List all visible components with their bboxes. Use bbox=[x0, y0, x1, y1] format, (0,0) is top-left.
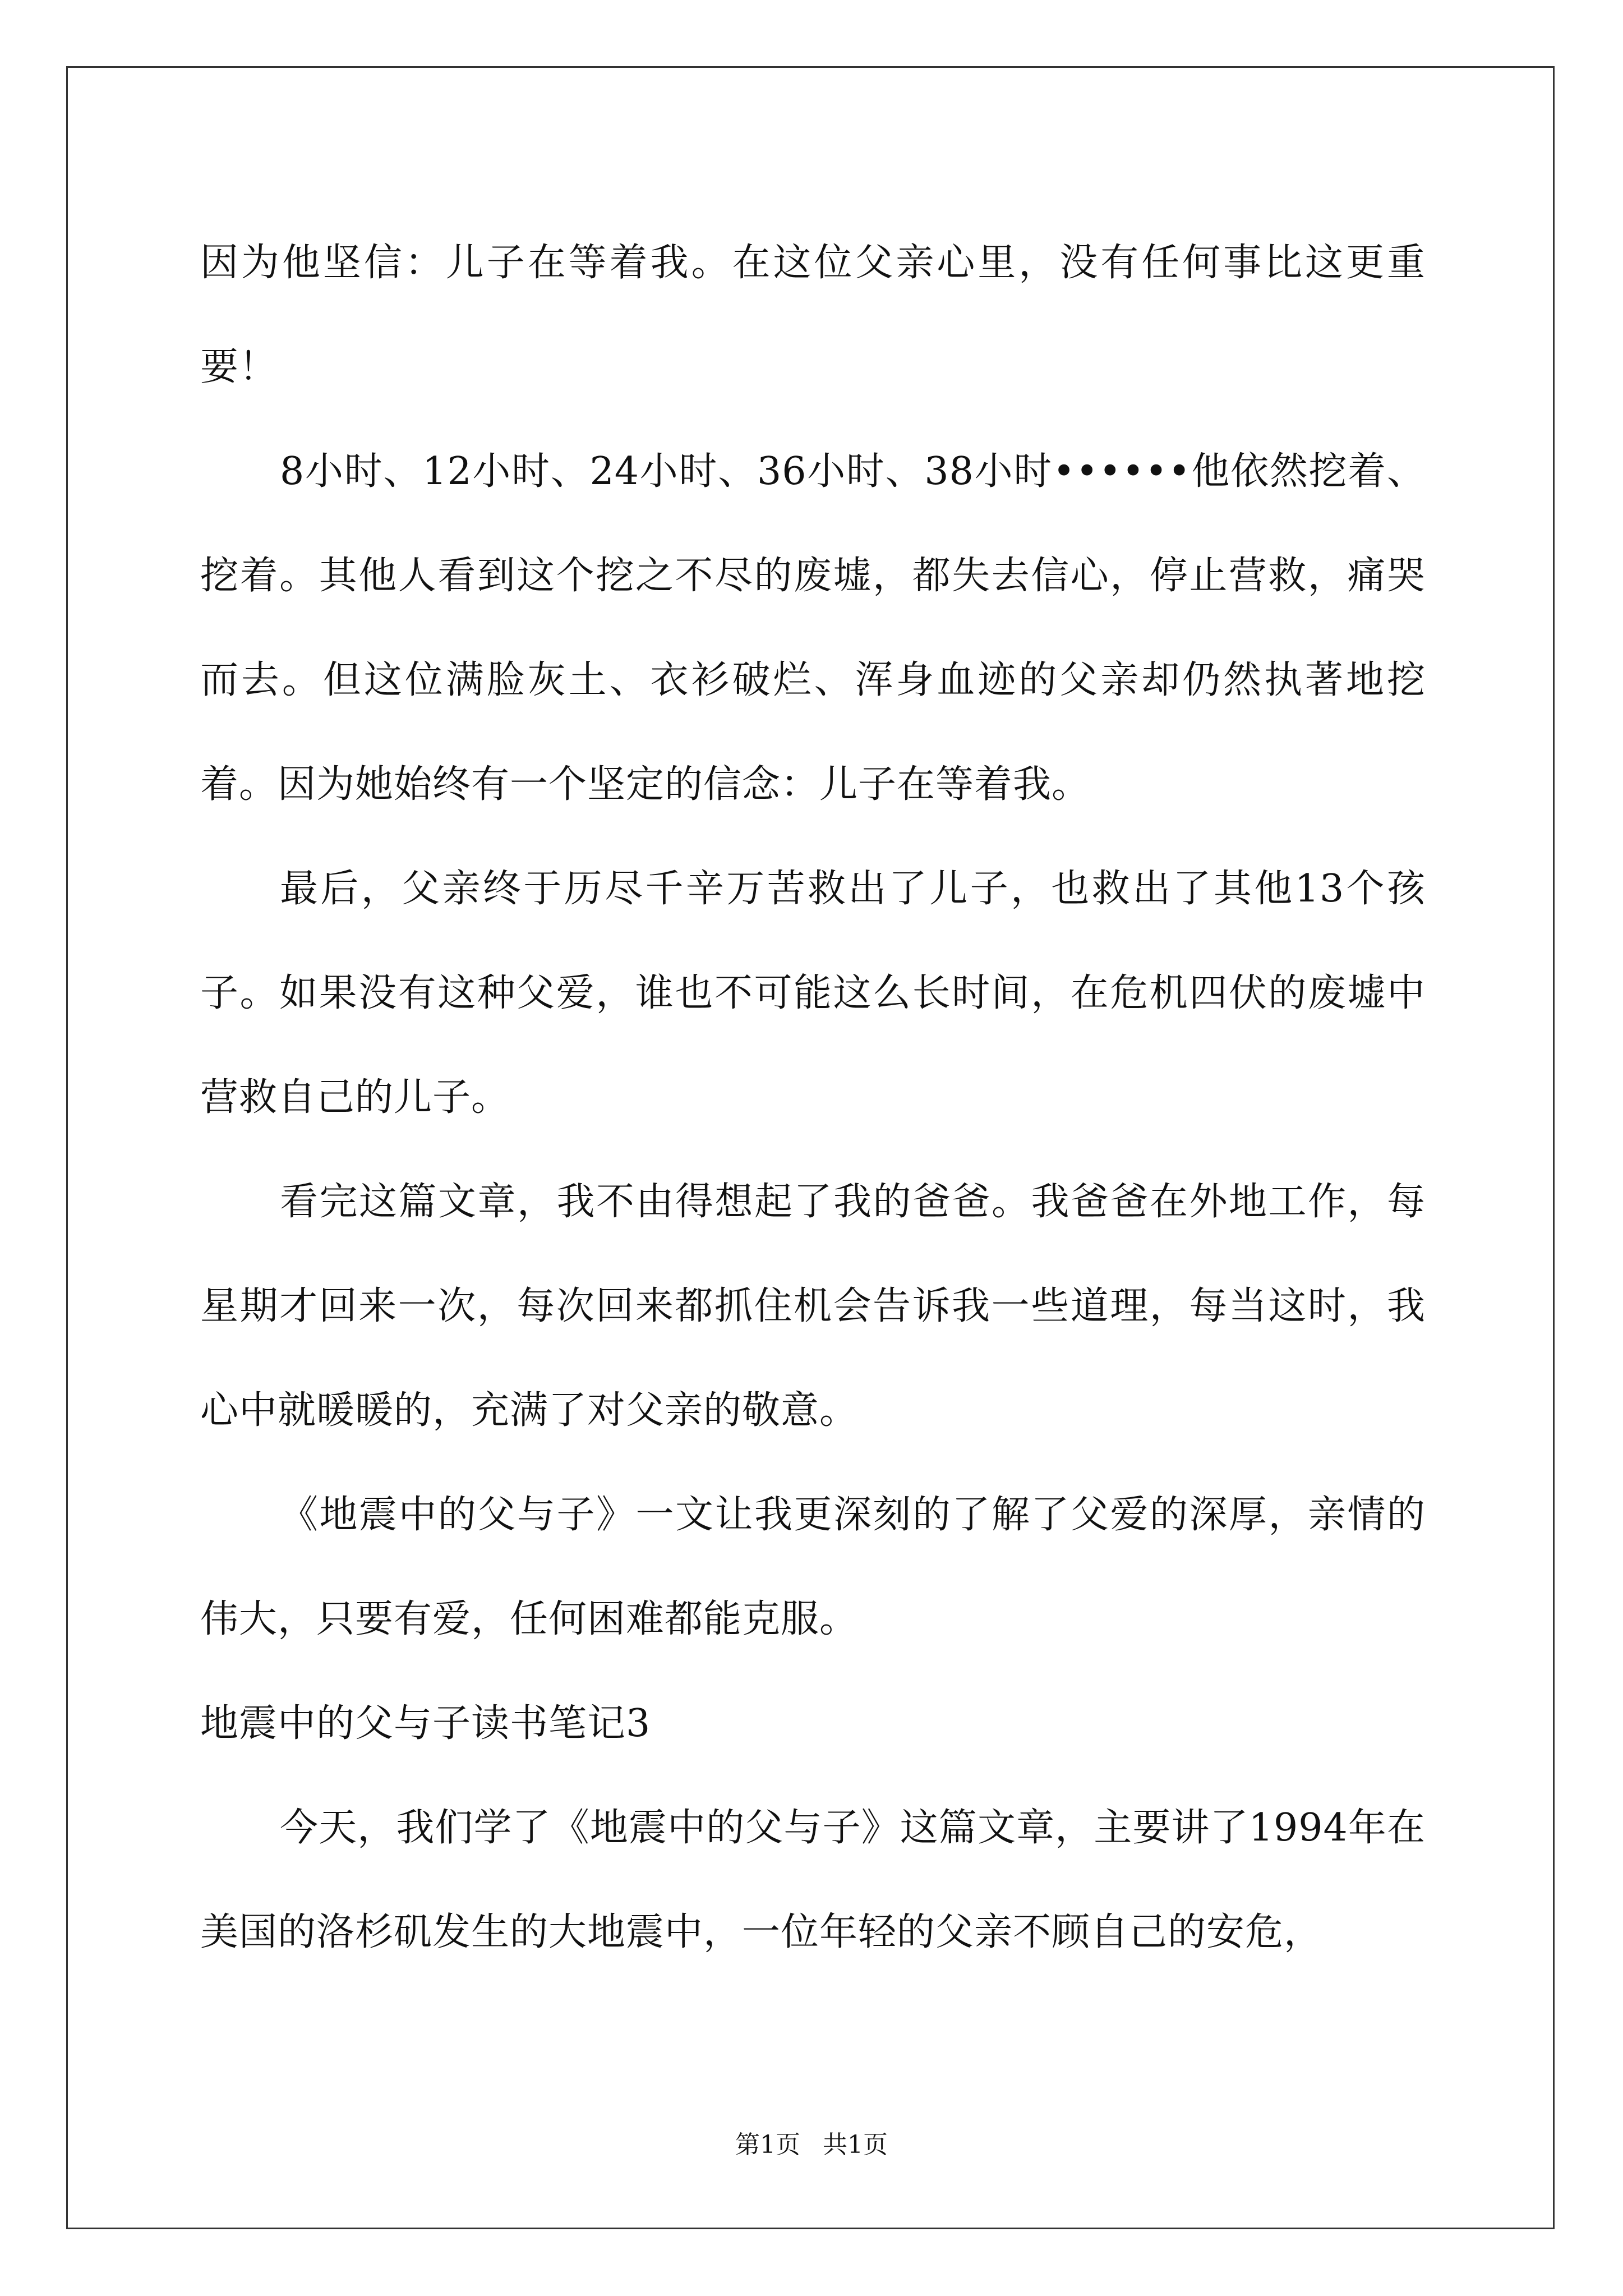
document-body bbox=[200, 211, 1426, 1985]
paragraph: 今天，我们学了《地震中的父与子》这篇文章，主要讲了1994年在美国的洛杉矶发生的大地震中，一位年轻的父亲不顾自己的安危， bbox=[200, 1806, 1426, 1954]
page-number: 第1页 bbox=[735, 2131, 800, 2159]
page-footer bbox=[0, 2128, 1623, 2162]
paragraph: 看完这篇文章，我不由得想起了我的爸爸。我爸爸在外地工作，每星期才回来一次，每次回来都抓住机会告诉我一些道理，每当这时，我心中就暖暖的，充满了对父亲的敬意。 bbox=[200, 1180, 1426, 1433]
page-total: 共1页 bbox=[823, 2131, 888, 2159]
paragraph-continuation: 因为他坚信：儿子在等着我。在这位父亲心里，没有任何事比这更重要！ bbox=[200, 241, 1426, 389]
paragraph: 8小时、12小时、24小时、36小时、38小时••••••他依然挖着、挖着。其他人看到这个挖之不尽的废墟，都失去信心，停止营救，痛哭而去。但这位满脸灰土、衣衫破烂、浑身血迹的父亲却仍然执著地挖着。因为她始终有一个坚定的信念：儿子在等着我。 bbox=[200, 449, 1426, 807]
section-heading: 地震中的父与子读书笔记3 bbox=[200, 1701, 651, 1746]
paragraph: 《地震中的父与子》一文让我更深刻的了解了父爱的深厚，亲情的伟大，只要有爱，任何困难都能克服。 bbox=[200, 1493, 1426, 1641]
paragraph: 最后，父亲终于历尽千辛万苦救出了儿子，也救出了其他13个孩子。如果没有这种父爱，谁也不可能这么长时间，在危机四伏的废墟中营救自己的儿子。 bbox=[200, 867, 1426, 1120]
